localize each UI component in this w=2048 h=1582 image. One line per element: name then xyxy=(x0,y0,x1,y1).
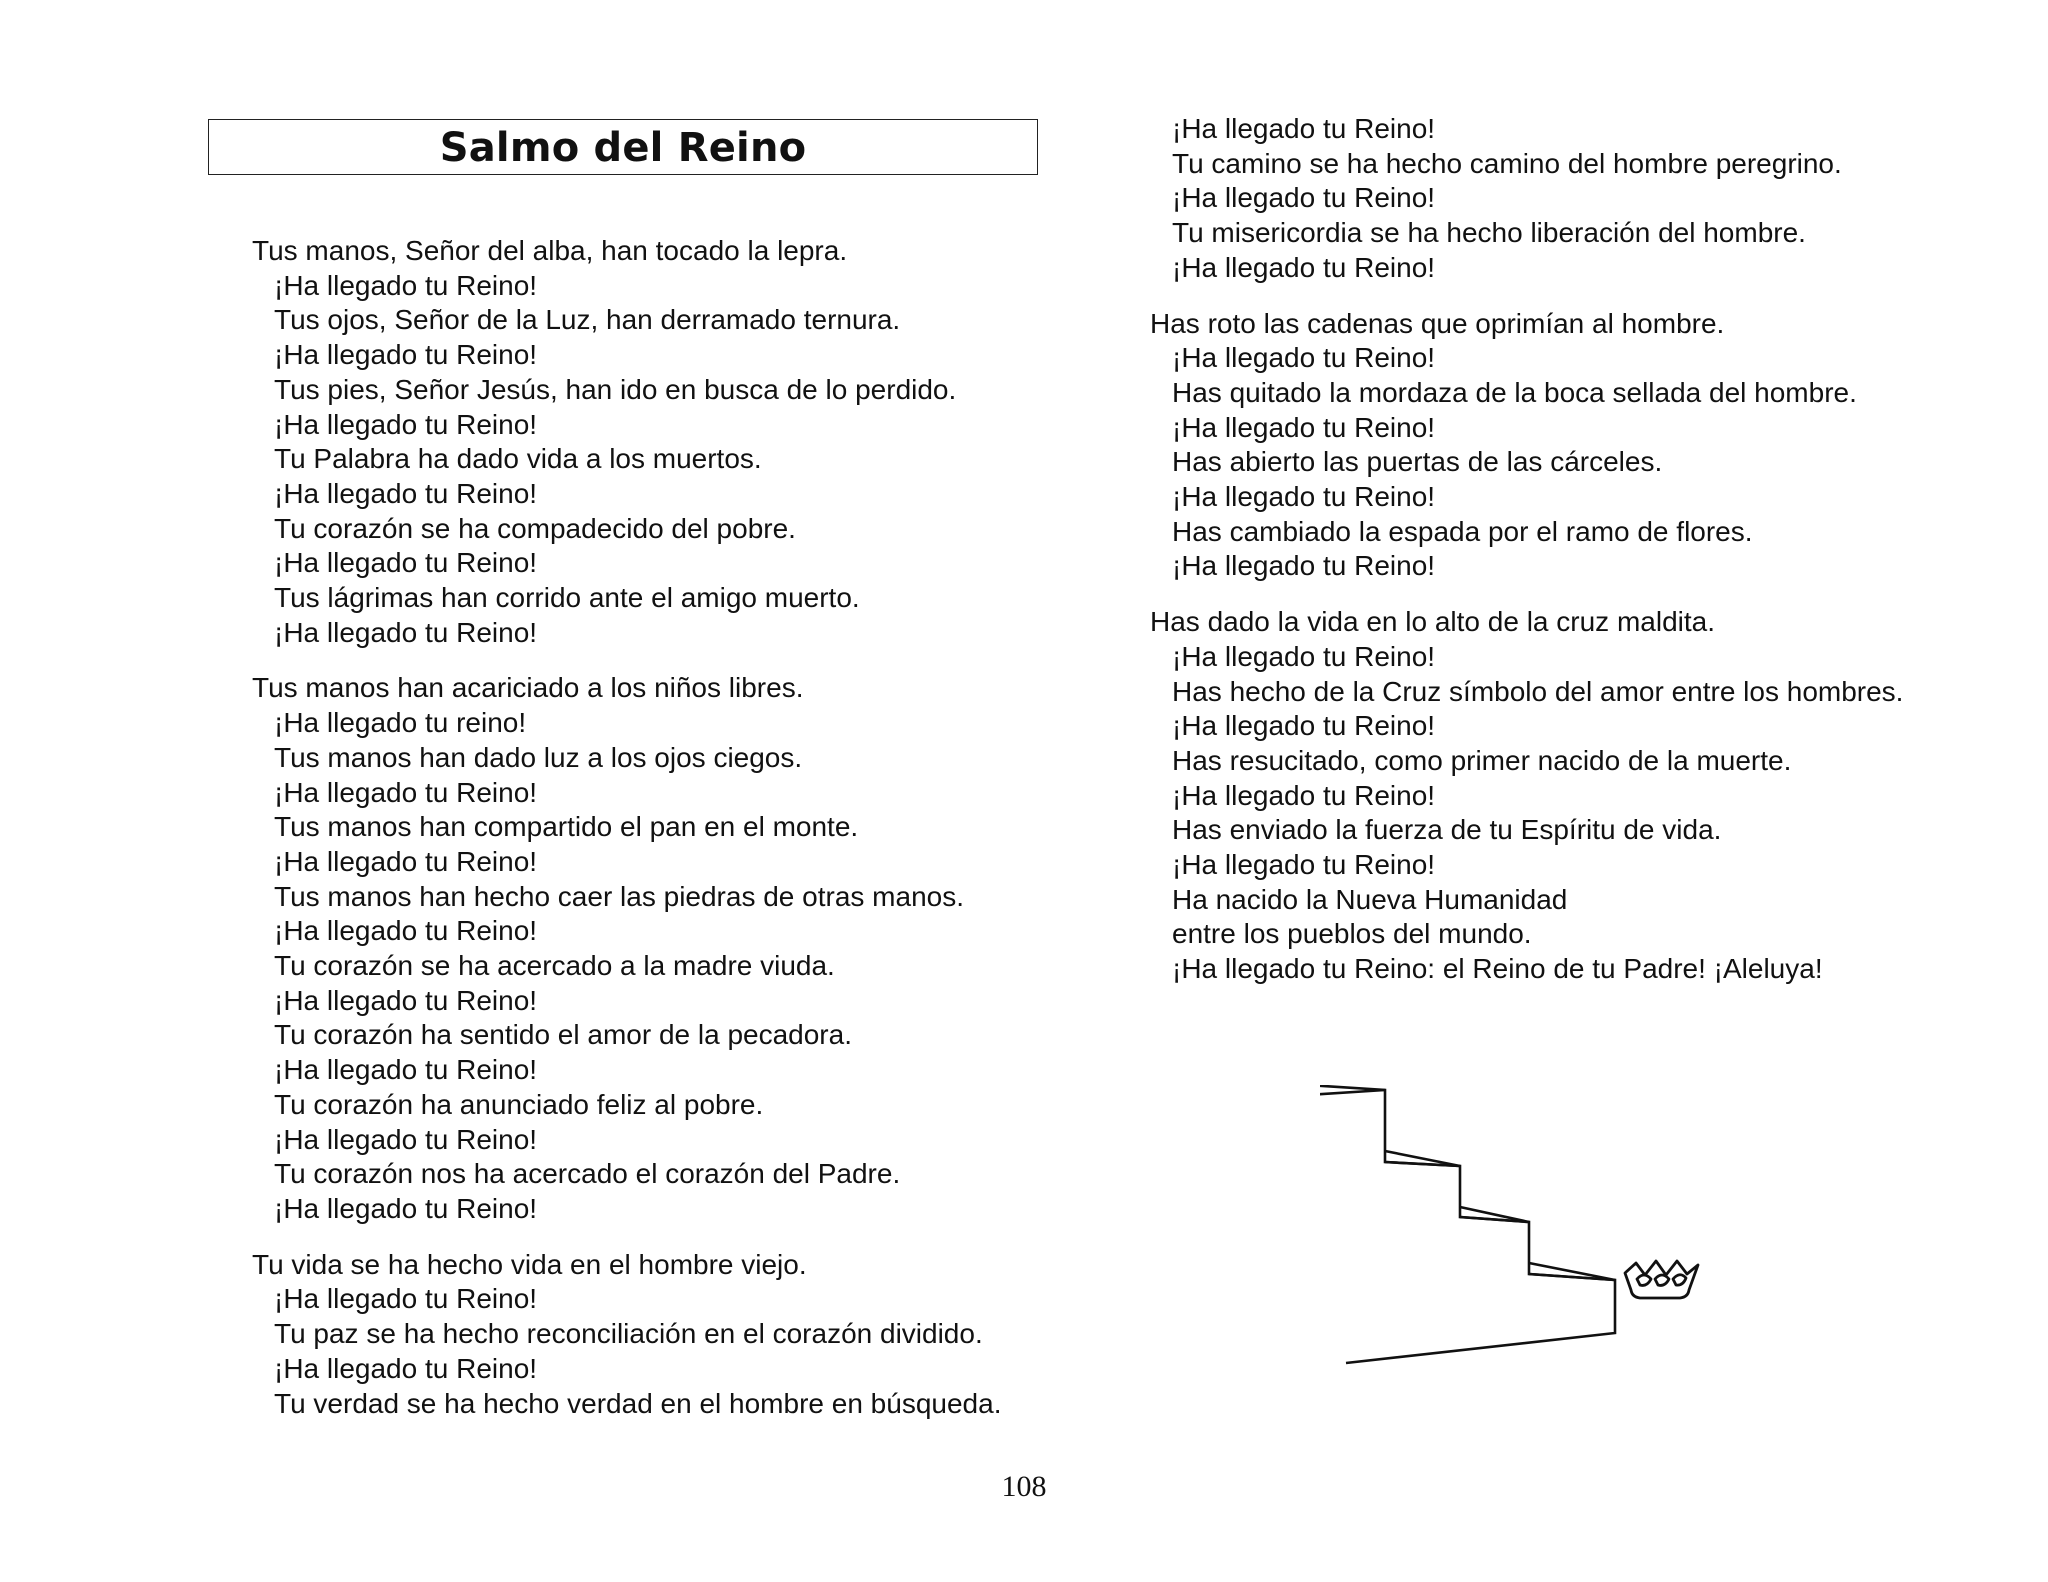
verse-line: ¡Ha llegado tu Reino! xyxy=(274,616,538,648)
verse-line: Ha nacido la Nueva Humanidad xyxy=(1172,883,1568,915)
verse-line: ¡Ha llegado tu Reino! xyxy=(1172,113,1436,144)
verse-line: ¡Ha llegado tu Reino! xyxy=(1172,481,1436,513)
stanza-opening-line: Has roto las cadenas que oprimían al hombre. xyxy=(1150,307,1725,339)
staircase-crown-illustration xyxy=(1320,1085,1770,1375)
verse-line: Tu camino se ha hecho camino del hombre peregrino. xyxy=(1172,147,1842,179)
verse-line: ¡Ha llegado tu Reino! xyxy=(274,477,538,509)
verse-line: ¡Ha llegado tu Reino: el Reino de tu Padre! ¡Aleluya! xyxy=(1172,953,1823,985)
stanza-opening-line: Tu vida se ha hecho vida en el hombre viejo. xyxy=(252,1248,807,1280)
verse-line: ¡Ha llegado tu Reino! xyxy=(274,1352,538,1384)
verse-line: ¡Ha llegado tu Reino! xyxy=(1172,342,1436,374)
verse-line: Tus pies, Señor Jesús, han ido en busca de lo perdido. xyxy=(274,373,957,405)
verse-line: ¡Ha llegado tu Reino! xyxy=(274,1192,538,1224)
verse-line: ¡Ha llegado tu Reino! xyxy=(1172,640,1436,672)
verse-line: Has cambiado la espada por el ramo de flores. xyxy=(1172,515,1753,547)
page-title: Salmo del Reino xyxy=(439,125,807,171)
crown-icon xyxy=(1625,1261,1698,1298)
verse-line: ¡Ha llegado tu Reino! xyxy=(274,915,538,947)
stanza xyxy=(252,671,1001,1226)
verse-line: ¡Ha llegado tu reino! xyxy=(274,707,527,739)
verse-line: ¡Ha llegado tu Reino! xyxy=(1172,779,1436,811)
verse-line: Tu corazón ha sentido el amor de la pecadora. xyxy=(274,1019,852,1051)
verse-line: ¡Ha llegado tu Reino! xyxy=(274,776,538,808)
verse-line: ¡Ha llegado tu Reino! xyxy=(274,339,538,371)
verse-line: ¡Ha llegado tu Reino! xyxy=(274,1283,538,1315)
verse-line: ¡Ha llegado tu Reino! xyxy=(1172,710,1436,742)
verse-line: Has hecho de la Cruz símbolo del amor entre los hombres. xyxy=(1172,675,1904,707)
verse-line: Tu corazón ha anunciado feliz al pobre. xyxy=(274,1088,764,1120)
verse-line: Tu corazón se ha acercado a la madre viuda. xyxy=(274,950,835,982)
left-column xyxy=(252,234,1001,1442)
right-column xyxy=(1150,112,1903,1008)
verse-line: Tus manos han dado luz a los ojos ciegos. xyxy=(274,741,803,773)
staircase-icon xyxy=(1320,1085,1615,1363)
stanza xyxy=(252,234,1001,650)
verse-line: Tu misericordia se ha hecho liberación del hombre. xyxy=(1172,217,1806,249)
verse-line: ¡Ha llegado tu Reino! xyxy=(274,408,538,440)
page-number: 108 xyxy=(1001,1470,1047,1503)
verse-line: Has resucitado, como primer nacido de la muerte. xyxy=(1172,744,1792,776)
verse-line: ¡Ha llegado tu Reino! xyxy=(1172,849,1436,881)
stanza xyxy=(252,1248,1001,1422)
verse-line: ¡Ha llegado tu Reino! xyxy=(274,269,538,301)
stanza xyxy=(1150,112,1903,286)
verse-line: ¡Ha llegado tu Reino! xyxy=(274,1054,538,1086)
stanza-opening-line: Tus manos han acariciado a los niños libres. xyxy=(252,672,804,704)
verse-line: entre los pueblos del mundo. xyxy=(1172,918,1532,950)
verse-line: ¡Ha llegado tu Reino! xyxy=(274,547,538,579)
verse-line: Tu corazón nos ha acercado el corazón del Padre. xyxy=(274,1158,901,1190)
verse-line: ¡Ha llegado tu Reino! xyxy=(274,984,538,1016)
title-box xyxy=(208,119,1038,175)
stanza-opening-line: Tus manos, Señor del alba, han tocado la lepra. xyxy=(252,235,848,266)
verse-line: Tu Palabra ha dado vida a los muertos. xyxy=(274,443,762,475)
verse-line: Tus manos han compartido el pan en el monte. xyxy=(274,811,859,843)
verse-line: ¡Ha llegado tu Reino! xyxy=(1172,251,1436,283)
stanza-opening-line: Has dado la vida en lo alto de la cruz maldita. xyxy=(1150,606,1715,638)
verse-line: ¡Ha llegado tu Reino! xyxy=(1172,411,1436,443)
verse-line: ¡Ha llegado tu Reino! xyxy=(274,1123,538,1155)
verse-line: Tus ojos, Señor de la Luz, han derramado ternura. xyxy=(274,304,901,336)
stanza xyxy=(1150,307,1903,585)
verse-line: ¡Ha llegado tu Reino! xyxy=(1172,550,1436,582)
verse-line: ¡Ha llegado tu Reino! xyxy=(274,845,538,877)
verse-line: Tu corazón se ha compadecido del pobre. xyxy=(274,512,796,544)
verse-line: Has abierto las puertas de las cárceles. xyxy=(1172,446,1663,478)
verse-line: Tus lágrimas han corrido ante el amigo muerto. xyxy=(274,582,860,614)
verse-line: Has enviado la fuerza de tu Espíritu de vida. xyxy=(1172,814,1722,846)
verse-line: Tus manos han hecho caer las piedras de otras manos. xyxy=(274,880,965,912)
stanza xyxy=(1150,605,1903,987)
verse-line: Tu verdad se ha hecho verdad en el hombre en búsqueda. xyxy=(274,1387,1002,1419)
verse-line: ¡Ha llegado tu Reino! xyxy=(1172,182,1436,214)
verse-line: Tu paz se ha hecho reconciliación en el corazón dividido. xyxy=(274,1318,983,1350)
verse-line: Has quitado la mordaza de la boca sellada del hombre. xyxy=(1172,376,1857,408)
